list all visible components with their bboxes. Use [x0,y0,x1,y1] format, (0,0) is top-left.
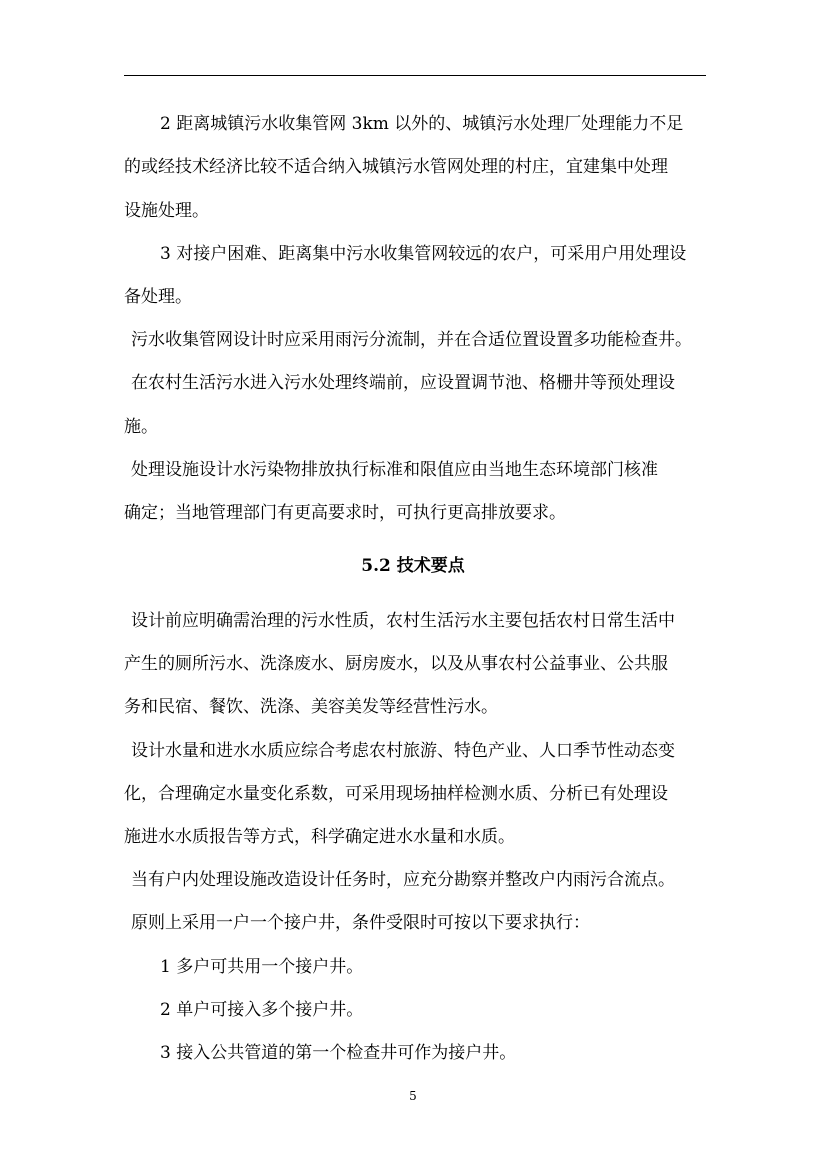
text-line: 设计水量和进水水质应综合考虑农村旅游、特色产业、人口季节性动态变 [131,741,675,761]
header-rule [124,75,706,76]
text-line: 处理设施设计水污染物排放执行标准和限值应由当地生态环境部门核准 [131,460,658,480]
text-line: 原则上采用一户一个接户井，条件受限时可按以下要求执行： [131,913,590,933]
text-line: 备处理。 [124,287,192,307]
text-line: 化，合理确定水量变化系数，可采用现场抽样检测水质、分析已有处理设 [124,784,668,804]
text-line: 在农村生活污水进入污水处理终端前，应设置调节池、格栅井等预处理设 [131,373,675,393]
text-line: 产生的厕所污水、洗涤废水、厨房废水，以及从事农村公益事业、公共服 [124,654,668,674]
text-line: 污水收集管网设计时应采用雨污分流制，并在合适位置设置多功能检查井。 [131,330,692,350]
page-number: 5 [409,1089,417,1103]
text-line: 2 单户可接入多个接户井。 [160,1000,364,1020]
text-line: 确定；当地管理部门有更高要求时，可执行更高排放要求。 [124,503,566,523]
text-line: 3 接入公共管道的第一个检查井可作为接户井。 [160,1043,517,1063]
text-line: 设计前应明确需治理的污水性质，农村生活污水主要包括农村日常生活中 [131,611,675,631]
text-line: 的或经技术经济比较不适合纳入城镇污水管网处理的村庄，宜建集中处理 [124,157,668,177]
section-heading: 5.2 技术要点 [361,556,465,576]
text-line: 务和民宿、餐饮、洗涤、美容美发等经营性污水。 [124,697,498,717]
text-line: 施。 [124,417,158,437]
text-line: 设施处理。 [124,201,209,221]
text-line: 施进水水质报告等方式，科学确定进水水量和水质。 [124,827,515,847]
text-line: 2 距离城镇污水收集管网 3km 以外的、城镇污水处理厂处理能力不足 [160,114,684,134]
text-line: 当有户内处理设施改造设计任务时，应充分勘察并整改户内雨污合流点。 [131,870,675,890]
text-line: 3 对接户困难、距离集中污水收集管网较远的农户，可采用户用处理设 [160,244,687,264]
text-line: 1 多户可共用一个接户井。 [160,957,364,977]
